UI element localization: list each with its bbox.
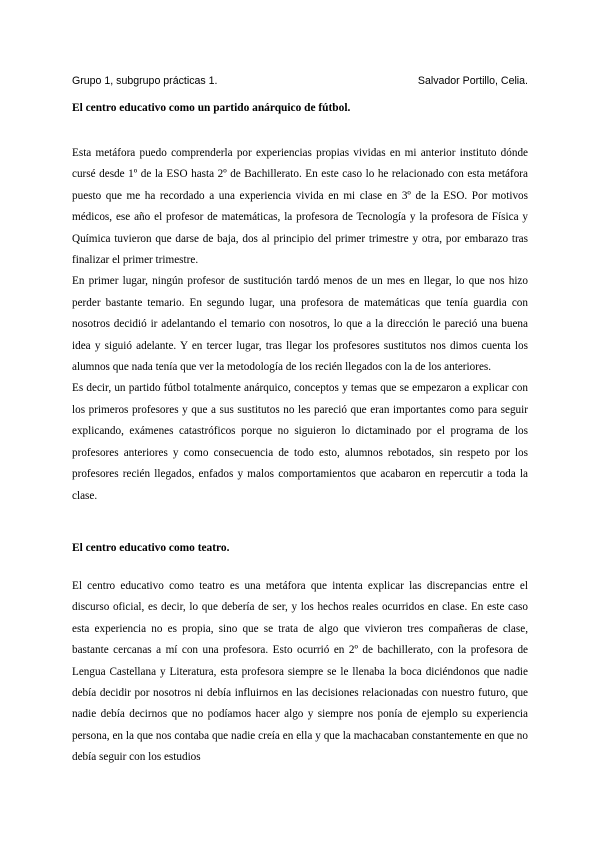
header-author: Salvador Portillo, Celia. — [417, 75, 528, 87]
section-title-futbol: El centro educativo como un partido anárquico de fútbol. — [72, 102, 351, 114]
header-group-info: Grupo 1, subgrupo prácticas 1. — [72, 75, 218, 87]
section-body-teatro — [72, 576, 528, 769]
paragraph: Esta metáfora puedo comprenderla por experiencias propias vividas en mi anterior instituto dónde cursé desde 1º de la ESO hasta 2º de Bachillerato. En este caso lo he relacionado con esta metáfora puesto que me ha recordado a una experiencia vivida en mi clase en 3º de la ESO. Por motivos médicos, ese año el profesor de matemáticas, la profesora de Tecnología y la profesora de Física y Química tuvieron que darse de baja, dos al principio del primer trimestre y otra, por embarazo tras finalizar el primer trimestre. — [72, 147, 528, 267]
paragraph: Es decir, un partido fútbol totalmente anárquico, conceptos y temas que se empezaron a explicar con los primeros profesores y que a sus sustitutos no les pareció que eran importantes como para seguir explicando, exámenes catastróficos porque no siguieron lo dictaminado por el programa de los profesores anteriores y como consecuencia de todo esto, alumnos rebotados, sin respeto por los profesores recién llegados, enfados y malos comportamientos que acabaron en repercutir a toda la clase. — [72, 382, 528, 502]
paragraph: El centro educativo como teatro es una metáfora que intenta explicar las discrepancias entre el discurso oficial, es decir, lo que debería de ser, y los hechos reales ocurridos en clase. En este caso esta experiencia no es propia, sino que se trata de algo que vivieron tres compañeras de clase, bastante cercanas a mí con una profesora. Esto ocurrió en 2º de bachillerato, con la profesora de Lengua Castellana y Literatura, esta profesora siempre se le llenaba la boca diciéndonos que nadie debía decidir por nosotros ni debía influirnos en las decisiones relacionadas con nuestro futuro, que nadie debía decirnos que no podíamos hacer algo y siempre nos ponía de ejemplo su experiencia persona, en la que nos contaba que nadie creía en ella y que la machacaban constantemente en que no debía seguir con los estudios — [72, 580, 528, 764]
page-header — [72, 74, 528, 88]
paragraph: En primer lugar, ningún profesor de sustitución tardó menos de un mes en llegar, lo que nos hizo perder bastante temario. En segundo lugar, una profesora de matemáticas que tenía guardia con nosotros decidió ir adelantando el temario con nosotros, lo que a la dirección le pareció una buena idea y siguió adelante. Y en tercer lugar, tras llegar los profesores sustitutos nos dimos cuenta los alumnos que nada tenía que ver la metodología de los recién llegados con la de los anteriores. — [72, 275, 528, 374]
section-body-futbol — [72, 143, 528, 507]
section-title-teatro: El centro educativo como teatro. — [72, 542, 230, 554]
